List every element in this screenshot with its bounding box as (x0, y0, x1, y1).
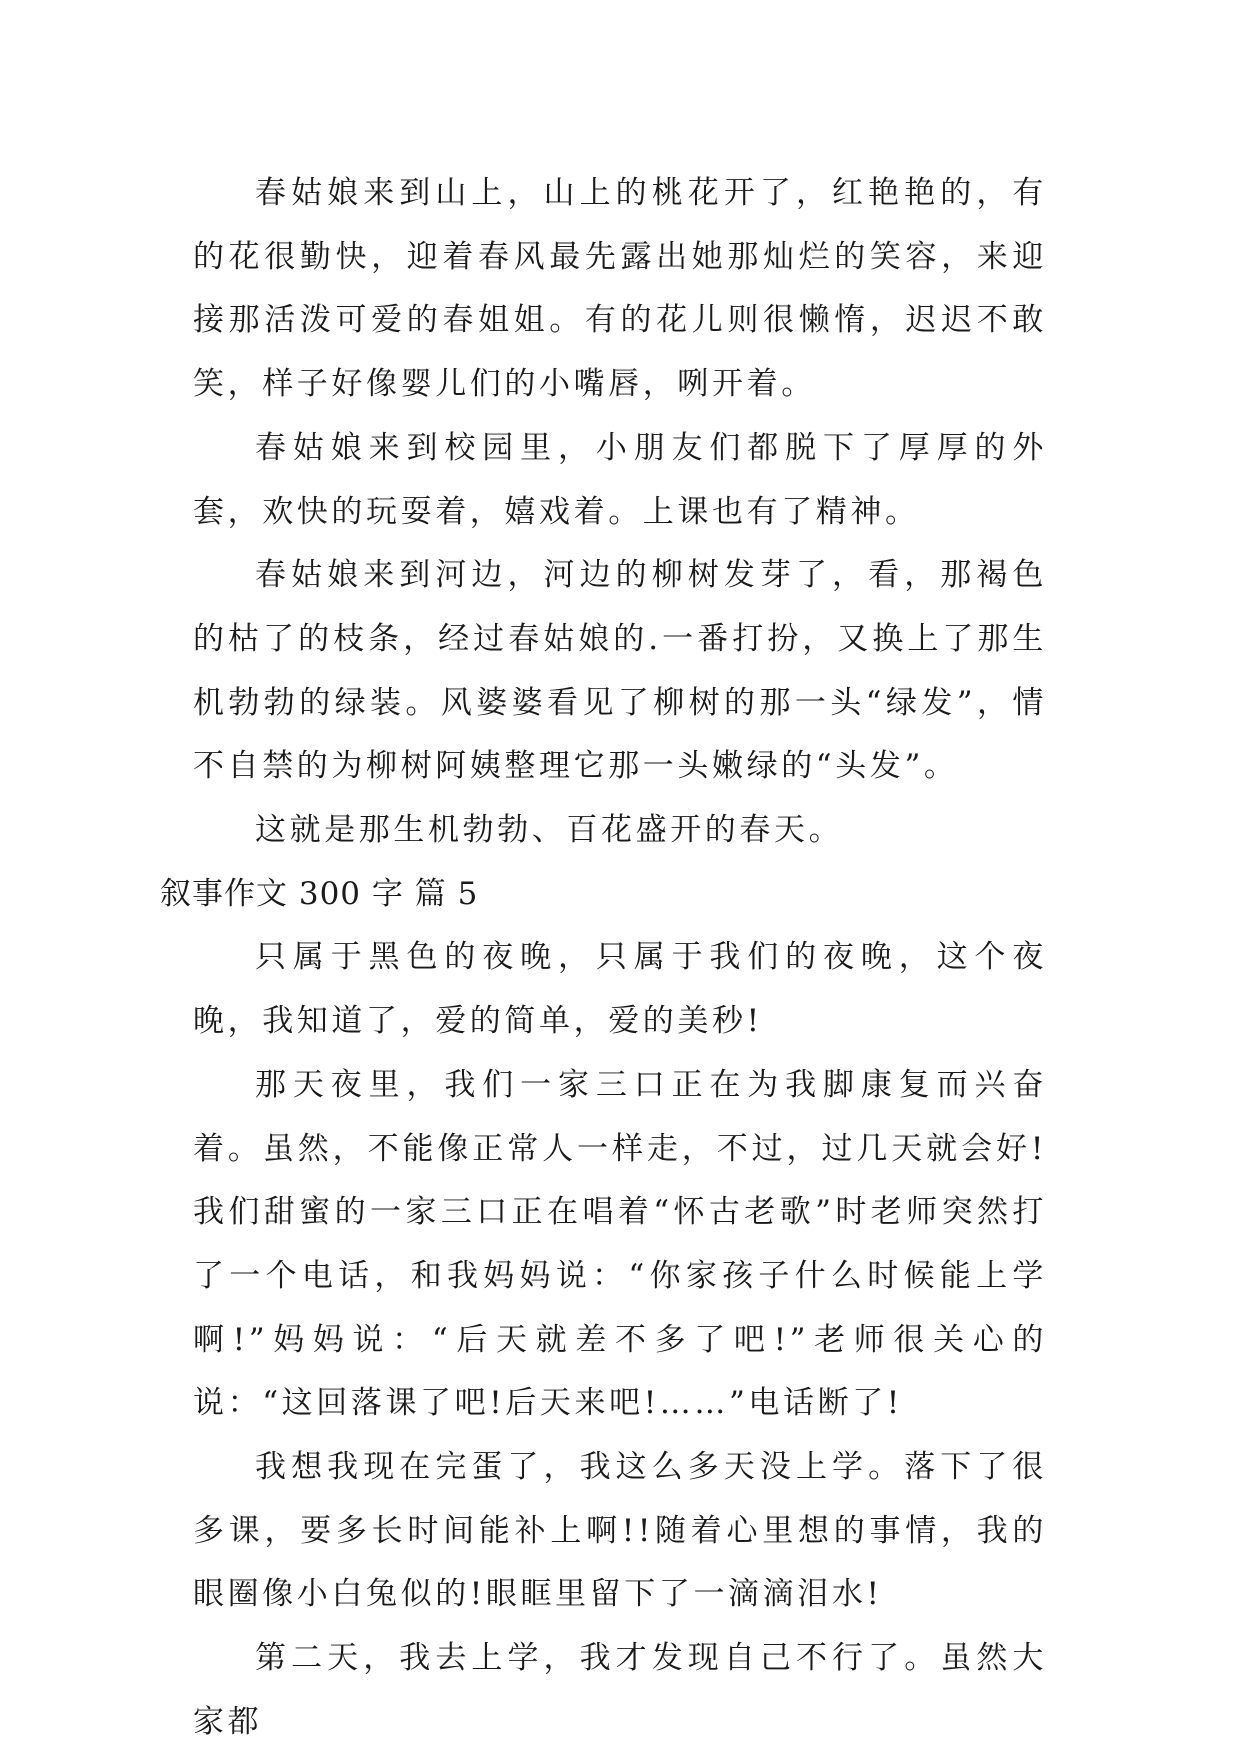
paragraph-next-day: 第二天，我去上学，我才发现自己不行了。虽然大家都 (193, 1640, 1047, 1740)
paragraph-spring-river: 春姑娘来到河边，河边的柳树发芽了，看，那褐色的枯了的枝条，经过春姑娘的.一番打扮，又换上了那生机勃勃的绿装。风婆婆看见了柳树的那一头“绿发”，情不自禁的为柳树阿姨整理它那一头嫩绿的“头发”。 (193, 557, 1047, 785)
paragraph-worry: 我想我现在完蛋了，我这么多天没上学。落下了很多课，要多长时间能补上啊!!随着心里想的事情，我的眼圈像小白兔似的!眼眶里留下了一滴滴泪水! (193, 1449, 1047, 1613)
paragraph-phone-call: 那天夜里，我们一家三口正在为我脚康复而兴奋着。虽然，不能像正常人一样走，不过，过几天就会好!我们甜蜜的一家三口正在唱着“怀古老歌”时老师突然打了一个电话，和我妈妈说：“你家孩子什么时候能上学啊!”妈妈说：“后天就差不多了吧!”老师很关心的说：“这回落课了吧!后天来吧!……”电话断了! (193, 1066, 1047, 1422)
paragraph-night: 只属于黑色的夜晚，只属于我们的夜晚，这个夜晚，我知道了，爱的简单，爱的美秒! (193, 939, 1047, 1040)
document-body (160, 162, 1047, 1755)
paragraph-spring-mountain: 春姑娘来到山上，山上的桃花开了，红艳艳的，有的花很勤快，迎着春风最先露出她那灿烂的笑容，来迎接那活泼可爱的春姐姐。有的花儿则很懒惰，迟迟不敢笑，样子好像婴儿们的小嘴唇，咧开着。 (193, 175, 1047, 403)
paragraph-spring-summary: 这就是那生机勃勃、百花盛开的春天。 (255, 812, 844, 849)
section-heading: 叙事作文 300 字 篇 5 (160, 875, 479, 912)
paragraph-spring-school: 春姑娘来到校园里，小朋友们都脱下了厚厚的外套，欢快的玩耍着，嬉戏着。上课也有了精神。 (193, 429, 1047, 530)
